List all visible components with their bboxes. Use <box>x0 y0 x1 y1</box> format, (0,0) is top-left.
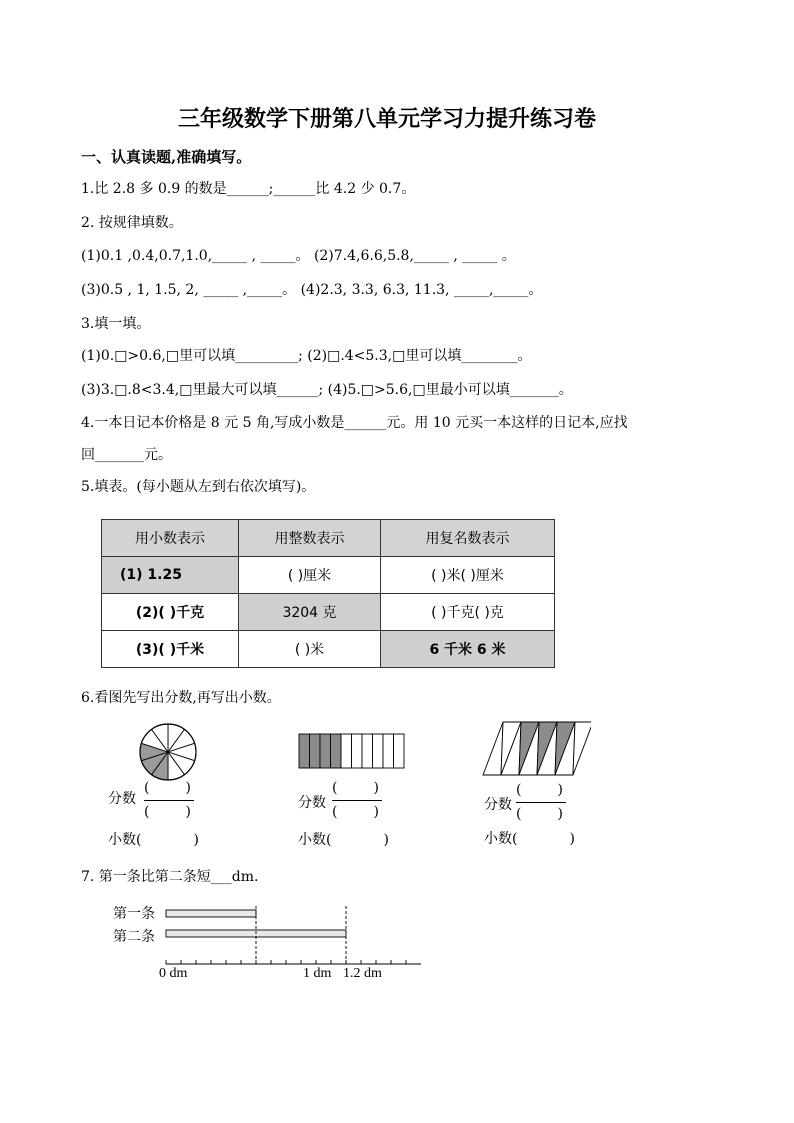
paren-open: ( <box>144 780 150 796</box>
fraction-bar <box>144 800 194 801</box>
paren-open: ( <box>136 832 142 848</box>
paren-open: ( <box>144 804 150 820</box>
question-3-heading: 3.填一填。 <box>81 316 151 332</box>
bar-2-label: 第二条 <box>113 930 155 945</box>
paren-close: ) <box>569 831 575 847</box>
question-7-heading: 7. 第一条比第二条短___dm. <box>81 869 259 885</box>
rectangle-strip <box>352 734 363 768</box>
question-3-line-1: (1)0.□>0.6,□里可以填_________; (2)□.4<5.3,□里可以填________。 <box>81 348 532 364</box>
paren-open: ( <box>332 804 338 820</box>
bar-comparison-figure <box>160 902 430 972</box>
rectangle-strip <box>310 734 321 768</box>
bar-1 <box>166 910 256 917</box>
table-cell: ( )米 <box>239 631 381 668</box>
fraction-bar <box>516 802 566 803</box>
decimal-label: 小数 <box>298 832 326 848</box>
question-2-line-1: (1)0.1 ,0.4,0.7,1.0,_____ , _____。 (2)7.4,6.6,5.8,_____ , _____ 。 <box>81 248 516 264</box>
table-header-row <box>102 520 555 557</box>
rectangle-fraction-figure <box>298 733 408 769</box>
question-3-line-2: (3)3.□.8<3.4,□里最大可以填______; (4)5.□>5.6,□里最小可以填_______。 <box>81 382 573 398</box>
paren-close: ) <box>557 782 563 798</box>
table-header-cell: 用复名数表示 <box>381 520 555 557</box>
page-title: 三年级数学下册第八单元学习力提升练习卷 <box>178 106 597 132</box>
paren-open: ( <box>512 831 518 847</box>
parallelogram-fraction-figure <box>481 720 591 778</box>
decimal-label: 小数 <box>484 831 512 847</box>
rectangle-strip <box>373 734 384 768</box>
paren-close: ) <box>383 832 389 848</box>
question-4-line-1: 4.一本日记本价格是 8 元 5 角,写成小数是______元。用 10 元买一本这样的日记本,应找 <box>81 415 628 431</box>
rectangle-strip <box>341 734 352 768</box>
table-cell: (3)( )千米 <box>102 631 239 668</box>
paren-open: ( <box>516 806 522 822</box>
table-row <box>102 631 555 668</box>
bar-1-label: 第一条 <box>113 907 155 922</box>
rectangle-strip <box>394 734 405 768</box>
rectangle-strip <box>362 734 373 768</box>
question-5-heading: 5.填表。(每小题从左到右依次填写)。 <box>81 479 316 495</box>
table-cell: ( )千克( )克 <box>381 594 555 631</box>
question-1: 1.比 2.8 多 0.9 的数是______;______比 4.2 少 0.7。 <box>81 181 416 197</box>
rectangle-strip <box>320 734 331 768</box>
paren-open: ( <box>332 780 338 796</box>
table-cell: ( )米( )厘米 <box>381 557 555 594</box>
table-cell: 6 千米 6 米 <box>381 631 555 668</box>
paren-close: ) <box>185 804 191 820</box>
fraction-bar <box>332 800 382 801</box>
decimal-label: 小数 <box>108 832 136 848</box>
paren-open: ( <box>516 782 522 798</box>
rectangle-strips <box>299 734 404 768</box>
bars <box>166 906 421 964</box>
tick-label-1: 1 dm <box>303 966 332 981</box>
table-header-cell: 用小数表示 <box>102 520 239 557</box>
fraction-label: 分数 <box>484 797 512 813</box>
rectangle-strip <box>299 734 310 768</box>
parallelogram-triangle <box>573 722 591 775</box>
paren-close: ) <box>557 806 563 822</box>
question-4-line-2: 回_______元。 <box>81 447 172 463</box>
table-header-cell: 用整数表示 <box>239 520 381 557</box>
table-row <box>102 557 555 594</box>
parallelogram-triangle <box>483 722 503 775</box>
circle-fraction-figure <box>138 722 198 782</box>
tick-label-1-2: 1.2 dm <box>343 966 382 981</box>
question-2-heading: 2. 按规律填数。 <box>81 215 183 231</box>
paren-open: ( <box>326 832 332 848</box>
rectangle-strip <box>331 734 342 768</box>
parallelogram-triangles <box>483 722 591 775</box>
table-cell: ( )厘米 <box>239 557 381 594</box>
paren-close: ) <box>193 832 199 848</box>
table-cell: (1) 1.25 <box>102 557 239 594</box>
question-2-line-2: (3)0.5 , 1, 1.5, 2, _____ ,_____。 (4)2.3, 3.3, 6.3, 11.3, _____,_____。 <box>81 282 543 298</box>
table-cell: (2)( )千克 <box>102 594 239 631</box>
question-6-heading: 6.看图先写出分数,再写出小数。 <box>81 690 281 706</box>
table-cell: 3204 克 <box>239 594 381 631</box>
fraction-label: 分数 <box>108 791 136 807</box>
tick-label-0: 0 dm <box>159 966 188 981</box>
conversion-table <box>101 519 555 668</box>
paren-close: ) <box>185 780 191 796</box>
paren-close: ) <box>373 804 379 820</box>
rectangle-strip <box>383 734 394 768</box>
table-row <box>102 594 555 631</box>
paren-close: ) <box>373 780 379 796</box>
fraction-label: 分数 <box>298 795 326 811</box>
section-heading: 一、认真读题,准确填写。 <box>81 148 252 166</box>
